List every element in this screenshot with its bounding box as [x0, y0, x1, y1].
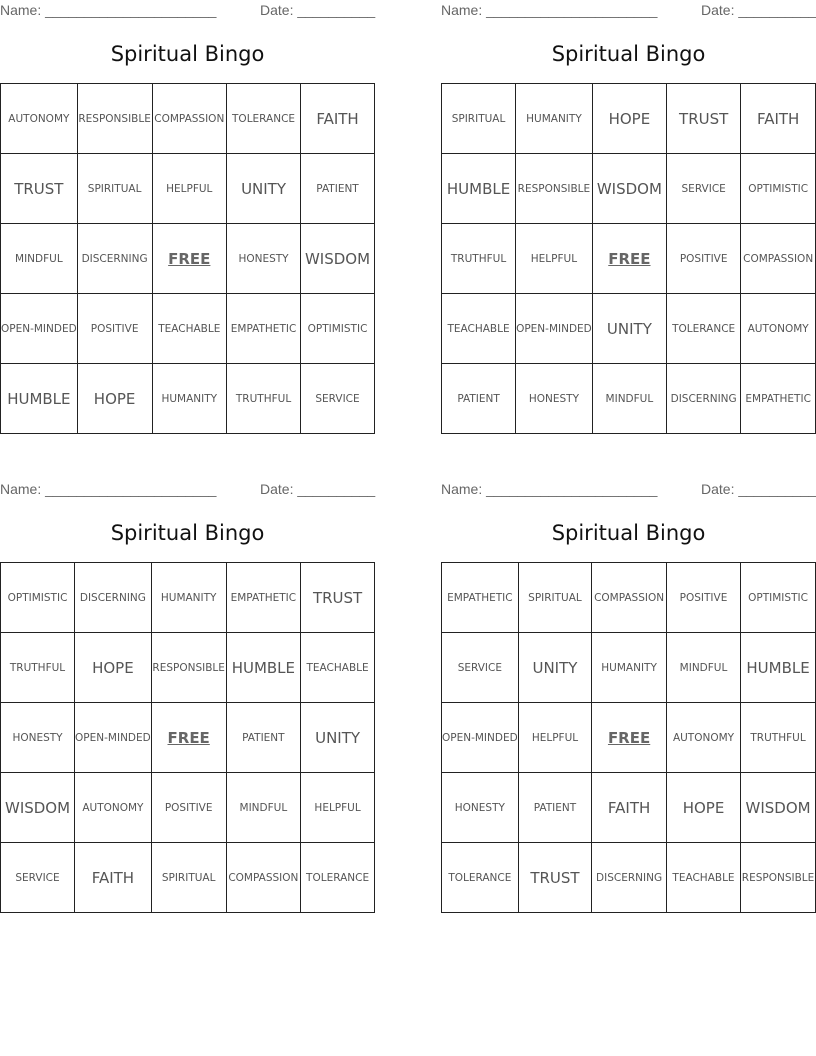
bingo-row [442, 224, 816, 294]
bingo-card-3 [0, 479, 376, 887]
bingo-cell: RESPONSIBLE [151, 633, 226, 703]
free-space-cell: FREE [592, 224, 666, 294]
bingo-cell: TRUTHFUL [442, 224, 516, 294]
bingo-cell: HUMBLE [442, 154, 516, 224]
bingo-cell: OPTIMISTIC [1, 563, 75, 633]
bingo-cell: OPTIMISTIC [741, 154, 816, 224]
bingo-cell: MINDFUL [592, 364, 666, 434]
bingo-row [442, 84, 816, 154]
bingo-cell: EMPATHETIC [226, 563, 301, 633]
bingo-row [442, 563, 816, 633]
bingo-cell: TRUTHFUL [741, 703, 816, 773]
bingo-cell: HOPE [592, 84, 666, 154]
bingo-row [442, 773, 816, 843]
bingo-cell: HONESTY [1, 703, 75, 773]
bingo-cell: HONESTY [227, 224, 301, 294]
bingo-row [1, 773, 375, 843]
bingo-cell: TOLERANCE [227, 84, 301, 154]
card-header [0, 0, 375, 22]
bingo-cell: HUMANITY [516, 84, 593, 154]
bingo-cell: FAITH [75, 843, 152, 913]
bingo-cell: SPIRITUAL [518, 563, 592, 633]
bingo-cell: WISDOM [301, 224, 375, 294]
bingo-row [442, 294, 816, 364]
bingo-cell: MINDFUL [226, 773, 301, 843]
card-title: Spiritual Bingo [110, 521, 265, 545]
bingo-cell: SPIRITUAL [151, 843, 226, 913]
free-space-cell: FREE [592, 703, 667, 773]
bingo-cell: UNITY [592, 294, 666, 364]
bingo-cell: HELPFUL [301, 773, 375, 843]
date-field[interactable]: Date: __________ [701, 2, 816, 18]
bingo-row [1, 703, 375, 773]
name-field[interactable]: Name: ______________________ [441, 481, 658, 497]
bingo-cell: TEACHABLE [442, 294, 516, 364]
bingo-cell: AUTONOMY [741, 294, 816, 364]
bingo-cell: EMPATHETIC [227, 294, 301, 364]
bingo-cell: DISCERNING [667, 364, 741, 434]
bingo-row [442, 843, 816, 913]
bingo-cell: AUTONOMY [666, 703, 740, 773]
bingo-cell: SPIRITUAL [77, 154, 152, 224]
bingo-cell: OPEN-MINDED [442, 703, 519, 773]
bingo-cell: SPIRITUAL [442, 84, 516, 154]
bingo-cell: TRUST [518, 843, 592, 913]
bingo-cell: HELPFUL [518, 703, 592, 773]
bingo-cell: OPTIMISTIC [301, 294, 375, 364]
bingo-row [1, 224, 375, 294]
bingo-grid [0, 83, 375, 434]
bingo-cell: TEACHABLE [152, 294, 227, 364]
bingo-cell: HUMBLE [226, 633, 301, 703]
bingo-cell: AUTONOMY [75, 773, 152, 843]
bingo-cell: POSITIVE [77, 294, 152, 364]
bingo-cell: HUMANITY [592, 633, 667, 703]
bingo-cell: OPEN-MINDED [75, 703, 152, 773]
bingo-cell: WISDOM [741, 773, 816, 843]
bingo-cell: PATIENT [442, 364, 516, 434]
bingo-cell: PATIENT [518, 773, 592, 843]
bingo-row [1, 843, 375, 913]
bingo-cell: TRUTHFUL [1, 633, 75, 703]
card-title: Spiritual Bingo [551, 42, 706, 66]
bingo-cell: WISDOM [1, 773, 75, 843]
bingo-cell: COMPASSION [592, 563, 667, 633]
bingo-cell: RESPONSIBLE [741, 843, 816, 913]
bingo-card-1 [0, 0, 376, 408]
bingo-cell: TRUST [1, 154, 78, 224]
free-space-cell: FREE [151, 703, 226, 773]
bingo-row [1, 563, 375, 633]
date-field[interactable]: Date: __________ [701, 481, 816, 497]
bingo-row [1, 364, 375, 434]
bingo-row [442, 154, 816, 224]
bingo-row [1, 154, 375, 224]
bingo-cell: HOPE [75, 633, 152, 703]
bingo-cell: PATIENT [301, 154, 375, 224]
bingo-cell: HUMANITY [151, 563, 226, 633]
name-field[interactable]: Name: ______________________ [0, 2, 217, 18]
bingo-cell: FAITH [592, 773, 667, 843]
bingo-row [442, 703, 816, 773]
bingo-card-4 [441, 479, 816, 887]
bingo-cell: POSITIVE [151, 773, 226, 843]
bingo-cell: UNITY [301, 703, 375, 773]
bingo-cell: AUTONOMY [1, 84, 78, 154]
bingo-cell: TOLERANCE [442, 843, 519, 913]
date-field[interactable]: Date: __________ [260, 481, 376, 497]
card-title: Spiritual Bingo [110, 42, 265, 66]
bingo-row [1, 633, 375, 703]
bingo-row [1, 84, 375, 154]
bingo-cell: EMPATHETIC [741, 364, 816, 434]
bingo-cell: TEACHABLE [666, 843, 740, 913]
bingo-cell: COMPASSION [741, 224, 816, 294]
bingo-cell: DISCERNING [592, 843, 667, 913]
bingo-cell: HOPE [666, 773, 740, 843]
free-space-cell: FREE [152, 224, 227, 294]
bingo-cell: TRUST [667, 84, 741, 154]
bingo-grid [441, 562, 816, 913]
bingo-cell: SERVICE [667, 154, 741, 224]
name-field[interactable]: Name: ______________________ [441, 2, 658, 18]
bingo-cell: DISCERNING [77, 224, 152, 294]
bingo-cell: HONESTY [442, 773, 519, 843]
bingo-cell: SERVICE [442, 633, 519, 703]
bingo-cell: COMPASSION [152, 84, 227, 154]
bingo-cell: HUMANITY [152, 364, 227, 434]
bingo-cell: TOLERANCE [667, 294, 741, 364]
bingo-cell: POSITIVE [667, 224, 741, 294]
card-header [441, 0, 816, 22]
bingo-grid [441, 83, 816, 434]
bingo-cell: HELPFUL [152, 154, 227, 224]
bingo-cell: OPEN-MINDED [516, 294, 593, 364]
bingo-cell: PATIENT [226, 703, 301, 773]
bingo-cell: UNITY [518, 633, 592, 703]
card-header [0, 479, 375, 501]
bingo-cell: COMPASSION [226, 843, 301, 913]
bingo-cell: FAITH [741, 84, 816, 154]
bingo-cell: MINDFUL [666, 633, 740, 703]
bingo-cell: DISCERNING [75, 563, 152, 633]
bingo-row [1, 294, 375, 364]
bingo-cell: TOLERANCE [301, 843, 375, 913]
bingo-cell: TEACHABLE [301, 633, 375, 703]
bingo-row [442, 364, 816, 434]
card-title: Spiritual Bingo [551, 521, 706, 545]
bingo-cell: HUMBLE [741, 633, 816, 703]
bingo-cell: SERVICE [1, 843, 75, 913]
name-field[interactable]: Name: ______________________ [0, 481, 217, 497]
bingo-cell: RESPONSIBLE [516, 154, 593, 224]
bingo-cell: TRUTHFUL [227, 364, 301, 434]
bingo-grid [0, 562, 375, 913]
date-field[interactable]: Date: __________ [260, 2, 376, 18]
bingo-cell: HELPFUL [516, 224, 593, 294]
bingo-cell: HUMBLE [1, 364, 78, 434]
bingo-cell: WISDOM [592, 154, 666, 224]
bingo-cell: POSITIVE [666, 563, 740, 633]
bingo-cell: FAITH [301, 84, 375, 154]
bingo-row [442, 633, 816, 703]
bingo-cell: HONESTY [516, 364, 593, 434]
bingo-cell: UNITY [227, 154, 301, 224]
bingo-cell: OPTIMISTIC [741, 563, 816, 633]
card-header [441, 479, 816, 501]
bingo-cell: HOPE [77, 364, 152, 434]
bingo-cell: RESPONSIBLE [77, 84, 152, 154]
bingo-card-2 [441, 0, 816, 405]
bingo-cell: SERVICE [301, 364, 375, 434]
bingo-cell: TRUST [301, 563, 375, 633]
bingo-cell: EMPATHETIC [442, 563, 519, 633]
bingo-cell: OPEN-MINDED [1, 294, 78, 364]
bingo-cell: MINDFUL [1, 224, 78, 294]
